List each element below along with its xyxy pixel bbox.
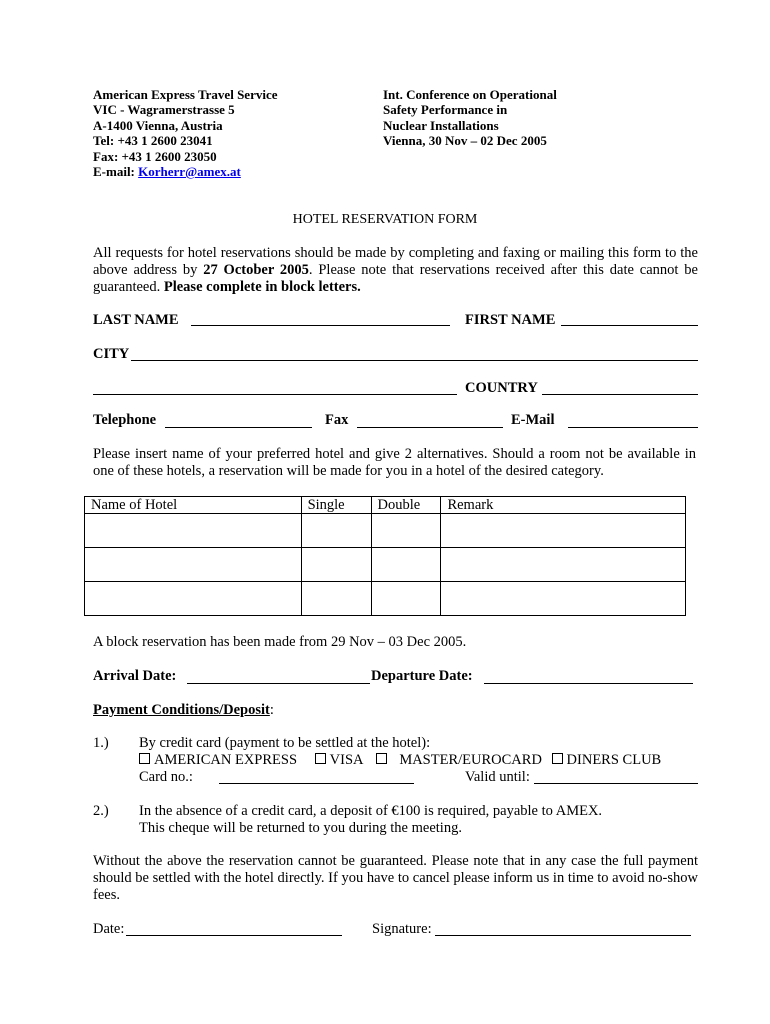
sender-email-row — [93, 164, 278, 179]
hotel-table — [84, 496, 686, 616]
intro-text: All requests for hotel reservations should be made by completing and faxing or mailing this form to the above address by — [93, 245, 698, 278]
checkbox-icon[interactable] — [315, 753, 326, 764]
col-header-hotel-name: Name of Hotel — [85, 497, 302, 514]
email-label: E-mail: — [93, 164, 135, 180]
sender-line: American Express Travel Service — [93, 87, 278, 102]
col-header-double: Double — [371, 497, 441, 514]
payment-heading-text: Payment Conditions/Deposit — [93, 702, 270, 718]
fax-field[interactable] — [357, 427, 503, 428]
single-cell[interactable] — [301, 548, 371, 582]
arrival-date-field[interactable] — [187, 683, 370, 684]
last-name-field[interactable] — [191, 325, 450, 326]
single-cell[interactable] — [301, 582, 371, 616]
card-label: DINERS CLUB — [566, 752, 662, 768]
date-label: Date: — [93, 921, 125, 937]
col-header-single: Single — [301, 497, 371, 514]
departure-date-label: Departure Date: — [371, 668, 473, 684]
country-field[interactable] — [542, 394, 698, 395]
card-label: VISA — [329, 752, 363, 768]
country-label: COUNTRY — [465, 380, 538, 396]
double-cell[interactable] — [371, 548, 441, 582]
city-field[interactable] — [131, 360, 698, 361]
block-reservation-note: A block reservation has been made from 29 Nov – 03 Dec 2005. — [93, 634, 467, 650]
sender-address — [93, 87, 278, 179]
signature-field[interactable] — [435, 935, 691, 936]
hotel-table-header — [85, 497, 686, 514]
intro-paragraph — [93, 245, 698, 296]
payment-heading-colon: : — [269, 702, 274, 718]
card-option-visa[interactable] — [315, 752, 363, 768]
card-label: MASTER/EUROCARD — [399, 752, 542, 768]
option2-line2: This cheque will be returned to you during the meeting. — [139, 820, 462, 836]
card-option-diners[interactable] — [552, 752, 662, 768]
first-name-label: FIRST NAME — [465, 312, 556, 328]
hotel-name-cell[interactable] — [85, 548, 302, 582]
remark-cell[interactable] — [441, 582, 686, 616]
conference-line: Int. Conference on Operational — [383, 87, 557, 102]
departure-date-field[interactable] — [484, 683, 693, 684]
card-number-field[interactable] — [219, 783, 414, 784]
option1-number: 1.) — [93, 735, 109, 751]
col-header-remark: Remark — [441, 497, 686, 514]
intro-block-note: Please complete in block letters. — [163, 279, 361, 295]
table-row — [85, 582, 686, 616]
card-option-mastercard[interactable] — [376, 752, 542, 768]
checkbox-icon[interactable] — [376, 753, 387, 764]
valid-until-field[interactable] — [534, 783, 698, 784]
card-options — [139, 752, 661, 769]
hotel-name-cell[interactable] — [85, 582, 302, 616]
arrival-date-label: Arrival Date: — [93, 668, 177, 684]
conference-line: Nuclear Installations — [383, 117, 499, 133]
option1-text: By credit card (payment to be settled at the hotel): — [139, 735, 431, 751]
email-link[interactable]: Korherr@amex.at — [138, 164, 241, 180]
date-field[interactable] — [126, 935, 342, 936]
intro-text-2: . Please note that reservations received after this date cannot be guaranteed. — [93, 262, 698, 295]
conference-line: Vienna, 30 Nov – 02 Dec 2005 — [383, 133, 547, 149]
telephone-label: Telephone — [93, 412, 157, 428]
signature-label: Signature: — [372, 921, 432, 937]
hotel-name-cell[interactable] — [85, 514, 302, 548]
checkbox-icon[interactable] — [552, 753, 563, 764]
checkbox-icon[interactable] — [139, 753, 150, 764]
single-cell[interactable] — [301, 514, 371, 548]
remark-cell[interactable] — [441, 548, 686, 582]
table-row — [85, 514, 686, 548]
hotel-instructions: Please insert name of your preferred hotel and give 2 alternatives. Should a room not be available in one of these hotels, a reservation will be made for you in a hotel of the desired category. — [93, 446, 696, 479]
card-label: AMERICAN EXPRESS — [154, 752, 298, 768]
first-name-field[interactable] — [561, 325, 698, 326]
card-number-label: Card no.: — [139, 769, 193, 785]
intro-deadline: 27 October 2005 — [203, 262, 309, 278]
form-title: HOTEL RESERVATION FORM — [292, 212, 478, 227]
email-field-label: E-Mail — [511, 412, 555, 428]
conference-line: Safety Performance in — [383, 102, 508, 118]
sender-line: Fax: +43 1 2600 23050 — [93, 148, 217, 164]
remark-cell[interactable] — [441, 514, 686, 548]
sender-line: VIC - Wagramerstrasse 5 — [93, 102, 235, 118]
option2-number: 2.) — [93, 803, 109, 819]
last-name-label: LAST NAME — [93, 312, 179, 328]
email-input-field[interactable] — [568, 427, 698, 428]
city-label: CITY — [93, 346, 130, 362]
valid-until-label: Valid until: — [465, 769, 530, 785]
fax-label: Fax — [325, 412, 349, 428]
double-cell[interactable] — [371, 582, 441, 616]
closing-paragraph: Without the above the reservation cannot be guaranteed. Please note that in any case the full payment should be settled with the hotel directly. If you have to cancel please inform us in time to avoid no-show fees. — [93, 853, 698, 903]
card-option-amex[interactable] — [139, 752, 297, 768]
sender-line: A-1400 Vienna, Austria — [93, 117, 223, 133]
table-row — [85, 548, 686, 582]
option2-line1: In the absence of a credit card, a deposit of €100 is required, payable to AMEX. — [139, 803, 603, 819]
payment-heading — [93, 702, 274, 719]
double-cell[interactable] — [371, 514, 441, 548]
address-field[interactable] — [93, 394, 457, 395]
conference-info — [383, 87, 557, 149]
sender-line: Tel: +43 1 2600 23041 — [93, 133, 213, 149]
telephone-field[interactable] — [165, 427, 312, 428]
